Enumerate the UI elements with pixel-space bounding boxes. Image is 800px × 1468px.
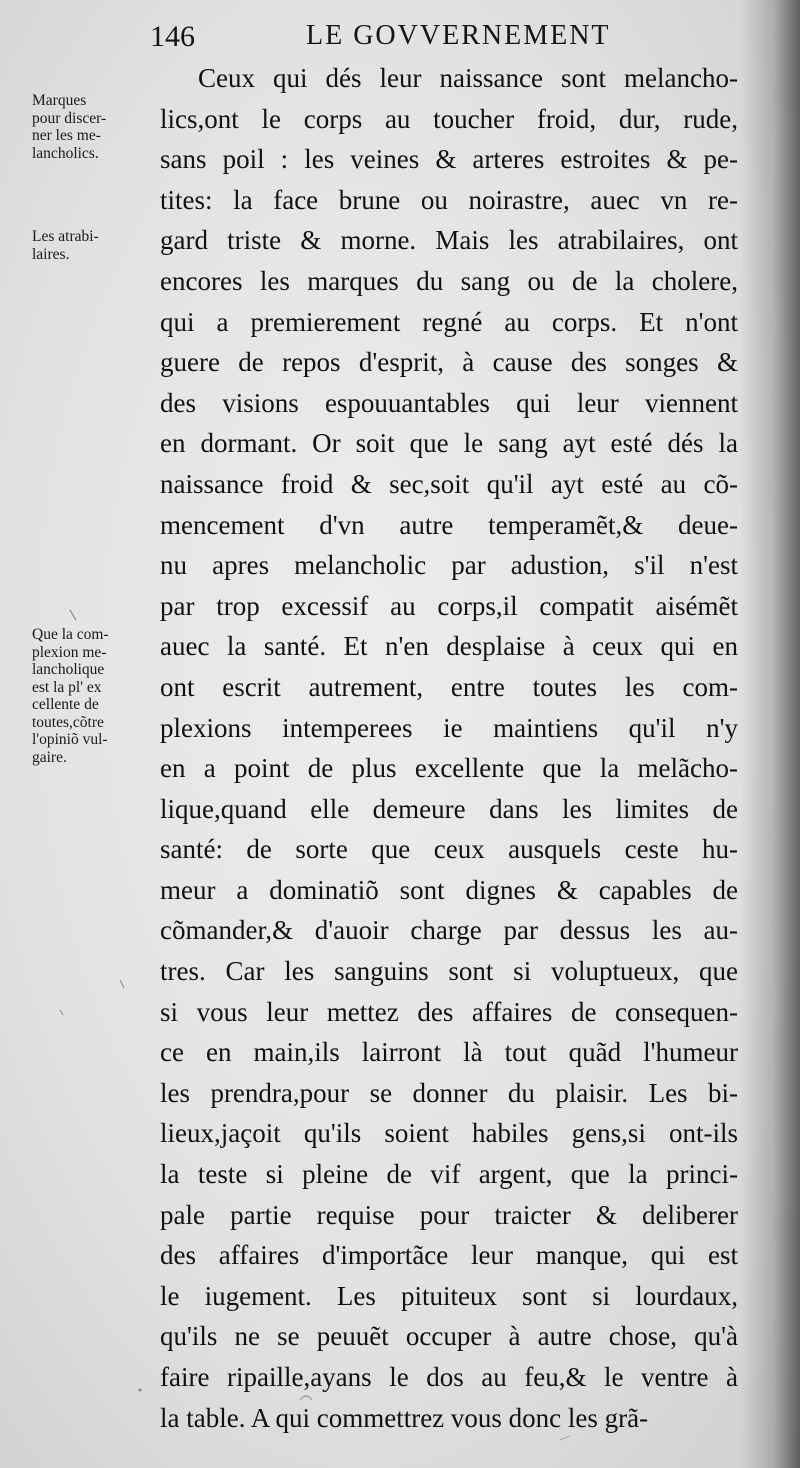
text-line: auec la santé. Et n'en desplaise à ceux qui en xyxy=(160,631,738,662)
text-line: Ceux qui dés leur naissance sont melancho- xyxy=(198,63,738,93)
text-line: si vous leur mettez des affaires de consequen- xyxy=(160,996,738,1027)
marginal-line: Marques xyxy=(32,92,87,109)
text-line: tres. Car les sanguins sont si voluptueux, que xyxy=(160,956,738,987)
marginal-line: Que la com- xyxy=(32,626,109,643)
text-line: cõmander,& d'auoir charge par dessus les au- xyxy=(160,915,738,946)
text-line: lique,quand elle demeure dans les limites de xyxy=(160,793,738,824)
text-line: des visions espouuantables qui leur viennent xyxy=(160,387,738,418)
text-line: mencement d'vn autre temperamẽt,& deue- xyxy=(160,509,738,540)
marginal-line: pour discer- xyxy=(32,109,107,127)
text-line: ce en main,ils lairront là tout quãd l'humeur xyxy=(160,1037,738,1068)
text-line: naissance froid & sec,soit qu'il ayt esté au cõ- xyxy=(160,468,738,499)
text-line: pale partie requise pour traicter & deliberer xyxy=(160,1199,738,1230)
text-line: lieux,jaçoit qu'ils soient habiles gens,si ont-ils xyxy=(160,1118,738,1149)
text-line: en dormant. Or soit que le sang ayt esté dés la xyxy=(160,428,738,459)
text-line: tites: la face brune ou noirastre, auec vn re- xyxy=(160,184,738,215)
text-line: sans poil : les veines & arteres estroites & pe- xyxy=(160,144,738,175)
text-line: gard triste & morne. Mais les atrabilaires, ont xyxy=(160,225,738,256)
text-line: faire ripaille,ayans le dos au feu,& le ventre à xyxy=(160,1362,738,1392)
marginal-line: cellente de xyxy=(32,696,99,713)
text-line: le iugement. Les pituiteux sont si lourdaux, xyxy=(160,1280,738,1311)
marginal-line: lancholique xyxy=(32,661,105,678)
text-line: des affaires d'importãce leur manque, qui est xyxy=(160,1240,738,1271)
text-line: plexions intemperees ie maintiens qu'il n'y xyxy=(160,712,738,743)
text-line: qui a premierement regné au corps. Et n'ont xyxy=(160,306,738,337)
text-line: meur a dominatiõ sont dignes & capables de xyxy=(160,874,738,905)
running-head: LE GOVVERNEMENT xyxy=(306,20,611,51)
marginal-line: laires. xyxy=(32,245,70,263)
text-line: qu'ils ne se peuuẽt occuper à autre chose, qu'à xyxy=(160,1321,738,1352)
marginal-line: toutes,cõtre xyxy=(32,713,104,731)
marginal-line: l'opiniõ vul- xyxy=(32,731,108,748)
text-line: nu apres melancholic par adustion, s'il n'est xyxy=(160,550,738,581)
text-line: lics,ont le corps au toucher froid, dur, rude, xyxy=(160,103,738,134)
marginal-line: Les atrabi- xyxy=(32,228,99,245)
marginal-line: plexion me- xyxy=(32,643,107,661)
text-line: la teste si pleine de vif argent, que la princi- xyxy=(160,1159,738,1190)
marginal-line: gaire. xyxy=(32,748,67,766)
text-line: les prendra,pour se donner du plaisir. Les bi- xyxy=(160,1077,738,1108)
text-line: guere de repos d'esprit, à cause des songes & xyxy=(160,347,738,378)
text-line: ont escrit autrement, entre toutes les com- xyxy=(160,671,738,702)
page-number: 146 xyxy=(150,20,195,53)
text-line: encores les marques du sang ou de la cholere, xyxy=(160,265,738,296)
marginal-line: est la pl' ex xyxy=(32,678,102,696)
page-gutter-shadow xyxy=(740,0,800,1468)
text-line: en a point de plus excellente que la melãcho- xyxy=(160,753,738,784)
marginal-line: lancholics. xyxy=(32,144,99,162)
text-line: par trop excessif au corps,il compatit aisémẽt xyxy=(160,590,738,621)
text-line: santé: de sorte que ceux ausquels ceste hu- xyxy=(160,834,738,865)
marginal-line: ner les me- xyxy=(32,127,101,144)
text-line: la table. A qui commettrez vous donc les grã- xyxy=(160,1402,649,1433)
